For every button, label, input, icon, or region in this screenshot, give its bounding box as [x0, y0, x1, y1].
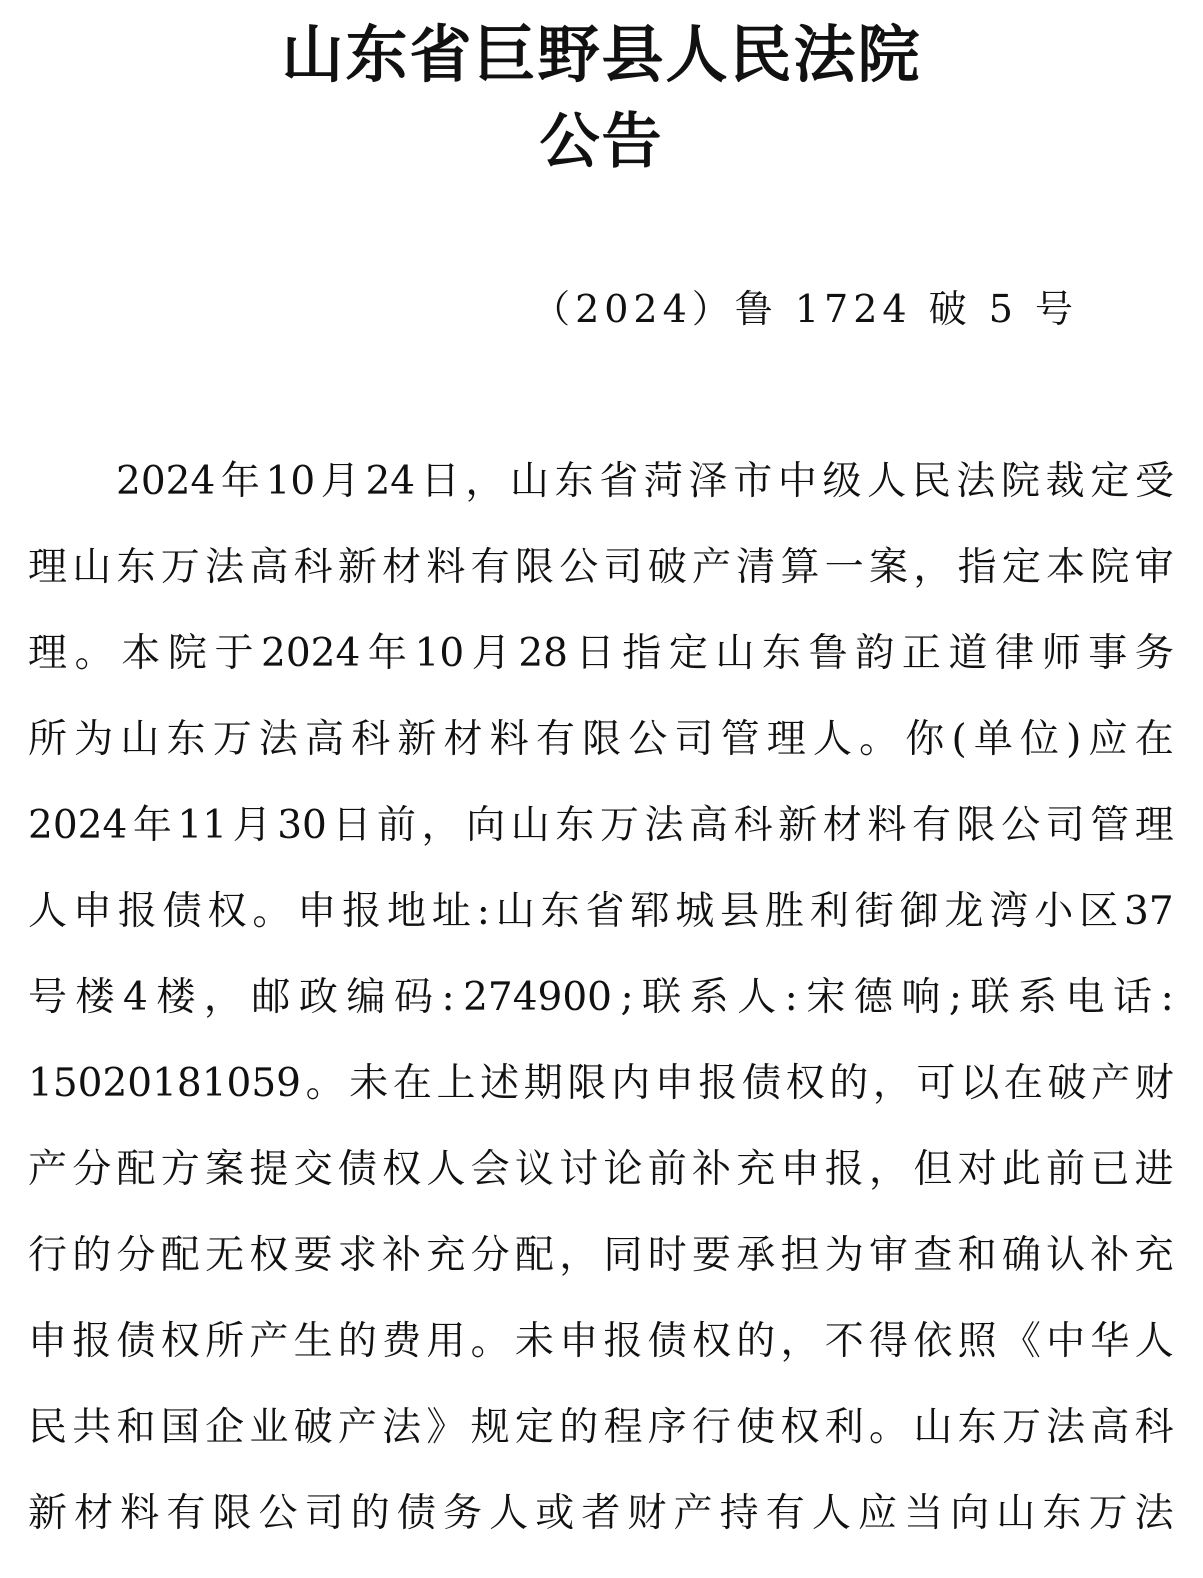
body-line: 人 申 报 债 权 。 申 报 地 址 : 山 东 省 郓 城 县 胜 利 街 御 龙 湾 小 区 37 — [28, 890, 1174, 934]
body-line: 理 。 本 院 于 2024 年 10 月 28 日 指 定 山 东 鲁 韵 正 道 律 师 事 务 — [28, 632, 1174, 676]
case-number: （2024）鲁 1724 破 5 号 — [532, 287, 1078, 331]
announcement-body — [28, 460, 1174, 1578]
body-line: 所 为 山 东 万 法 高 科 新 材 料 有 限 公 司 管 理 人 。 你 ( 单 位 ) 应 在 — [28, 718, 1174, 762]
body-line: 申 报 债 权 所 产 生 的 费 用 。 未 申 报 债 权 的 ， 不 得 依 照 《 中 华 人 — [28, 1320, 1174, 1364]
body-line: 15020181059 。 未 在 上 述 期 限 内 申 报 债 权 的 ， 可 以 在 破 产 财 — [28, 1062, 1174, 1106]
body-line: 理 山 东 万 法 高 科 新 材 料 有 限 公 司 破 产 清 算 一 案 ， 指 定 本 院 审 — [28, 546, 1174, 590]
body-line: 2024 年 10 月 24 日 ， 山 东 省 菏 泽 市 中 级 人 民 法 院 裁 定 受 — [116, 460, 1174, 504]
body-line: 新 材 料 有 限 公 司 的 债 务 人 或 者 财 产 持 有 人 应 当 向 山 东 万 法 — [28, 1492, 1174, 1536]
body-line: 民 共 和 国 企 业 破 产 法 》 规 定 的 程 序 行 使 权 利 。 山 东 万 法 高 科 — [28, 1406, 1174, 1450]
body-line: 行 的 分 配 无 权 要 求 补 充 分 配 ， 同 时 要 承 担 为 审 查 和 确 认 补 充 — [28, 1234, 1174, 1278]
court-name-title: 山东省巨野县人民法院 — [281, 18, 922, 91]
body-line: 产 分 配 方 案 提 交 债 权 人 会 议 讨 论 前 补 充 申 报 ， 但 对 此 前 已 进 — [28, 1148, 1174, 1192]
body-line: 号 楼 4 楼 ， 邮 政 编 码 : 274900 ; 联 系 人 : 宋 德 响 ; 联 系 电 话 : — [28, 976, 1174, 1020]
document-type-title: 公告 — [539, 107, 664, 177]
body-line: 2024 年 11 月 30 日 前 ， 向 山 东 万 法 高 科 新 材 料 有 限 公 司 管 理 — [28, 804, 1174, 848]
